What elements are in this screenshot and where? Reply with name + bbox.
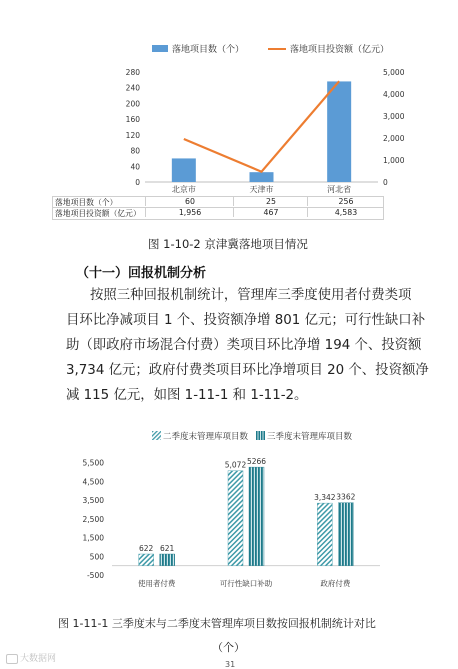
y-right-tick-label: 4,000 bbox=[383, 90, 405, 99]
watermark-logo-icon bbox=[6, 654, 18, 664]
y-left-tick-label: 160 bbox=[125, 115, 140, 125]
legend-bar-label: 落地项目数（个） bbox=[172, 45, 245, 55]
bar-q2-政府付费 bbox=[317, 503, 332, 566]
category-label: 政府付费 bbox=[320, 579, 351, 588]
y-left-tick-label: 240 bbox=[125, 83, 140, 93]
data-label: 3362 bbox=[336, 492, 356, 502]
data-label: 621 bbox=[160, 544, 175, 554]
table-cell: 25 bbox=[233, 197, 308, 206]
bar-天津市 bbox=[250, 172, 274, 182]
y-tick-label: 4,500 bbox=[82, 477, 104, 487]
legend-q3-label: 三季度末管理库项目数 bbox=[267, 432, 353, 442]
watermark bbox=[6, 651, 56, 664]
bar-q3-使用者付费 bbox=[160, 554, 175, 566]
figure-1-11-1 bbox=[0, 425, 458, 669]
y-left-tick-label: 120 bbox=[125, 130, 140, 140]
legend-q2-label: 二季度末管理库项目数 bbox=[163, 432, 249, 442]
figure2-chart bbox=[0, 425, 458, 600]
data-label: 5,072 bbox=[224, 460, 247, 470]
figure1-caption: 图 1-10-2 京津冀落地项目情况 bbox=[148, 237, 308, 251]
paragraph-line: 3,734 亿元；政府付费类项目环比净增项目 20 个、投资额净 bbox=[66, 363, 429, 378]
paragraph-line: 按照三种回报机制统计，管理库三季度使用者付费类项 bbox=[90, 288, 412, 303]
y-right-tick-label: 5,000 bbox=[383, 68, 405, 77]
bar-q2-可行性缺口补助 bbox=[228, 471, 243, 566]
paragraph-line: 目环比净减项目 1 个、投资额净增 801 亿元；可行性缺口补 bbox=[66, 313, 426, 328]
bar-北京市 bbox=[172, 158, 196, 182]
y-left-tick-label: 0 bbox=[135, 178, 140, 187]
series-line-investment bbox=[184, 81, 339, 172]
category-label: 天津市 bbox=[249, 185, 274, 194]
bar-q3-政府付费 bbox=[338, 503, 353, 566]
bar-河北省 bbox=[327, 81, 351, 182]
category-label: 使用者付费 bbox=[137, 579, 176, 588]
y-tick-label: 2,500 bbox=[82, 514, 104, 524]
figure-1-10-2 bbox=[0, 0, 458, 260]
figure1-chart bbox=[0, 0, 458, 200]
category-label: 可行性缺口补助 bbox=[219, 579, 273, 588]
y-right-tick-label: 1,000 bbox=[383, 156, 405, 165]
page-number: 31 bbox=[225, 660, 236, 669]
bar-q2-使用者付费 bbox=[139, 554, 154, 566]
section-heading: （十一）回报机制分析 bbox=[76, 266, 207, 281]
figure2-caption-unit: （个） bbox=[212, 641, 245, 654]
y-right-tick-label: 2,000 bbox=[383, 134, 405, 143]
body-paragraph bbox=[66, 283, 450, 408]
y-left-tick-label: 40 bbox=[130, 162, 140, 172]
figure2-caption: 图 1-11-1 三季度末与二季度末管理库项目数按回报机制统计对比 bbox=[58, 617, 376, 630]
y-tick-label: -500 bbox=[86, 571, 104, 580]
y-tick-label: 500 bbox=[89, 552, 104, 562]
y-tick-label: 5,500 bbox=[82, 458, 104, 468]
data-label: 5266 bbox=[246, 457, 267, 467]
y-right-tick-label: 3,000 bbox=[383, 112, 405, 121]
table-cell: 467 bbox=[233, 208, 308, 217]
table-cell: 256 bbox=[307, 197, 384, 206]
y-left-tick-label: 200 bbox=[125, 99, 140, 109]
category-label: 河北省 bbox=[327, 185, 352, 194]
paragraph-line: 减 115 亿元，如图 1-11-1 和 1-11-2。 bbox=[66, 388, 308, 403]
table-cell: 60 bbox=[145, 197, 234, 206]
legend-line-label: 落地项目投资额（亿元） bbox=[290, 45, 390, 55]
y-tick-label: 3,500 bbox=[82, 496, 104, 506]
table-cell: 1,956 bbox=[145, 208, 234, 217]
y-right-tick-label: 0 bbox=[383, 178, 388, 187]
paragraph-line: 助（即政府市场混合付费）类项目环比净增 194 个、投资额 bbox=[66, 338, 422, 353]
y-left-tick-label: 80 bbox=[130, 146, 140, 156]
data-label: 3,342 bbox=[314, 493, 336, 503]
table-cell: 4,583 bbox=[307, 208, 384, 217]
table-row-invest bbox=[52, 207, 384, 220]
bar-q3-可行性缺口补助 bbox=[249, 467, 264, 566]
data-label: 622 bbox=[139, 544, 154, 554]
category-label: 北京市 bbox=[171, 185, 196, 194]
table-row-label: 落地项目数（个） bbox=[55, 198, 118, 207]
watermark-text: 大数据网 bbox=[20, 654, 57, 664]
table-row-label: 落地项目投资额（亿元） bbox=[55, 209, 141, 218]
y-left-tick-label: 280 bbox=[125, 68, 140, 77]
y-tick-label: 1,500 bbox=[82, 533, 104, 543]
figure1-data-table bbox=[52, 196, 382, 220]
